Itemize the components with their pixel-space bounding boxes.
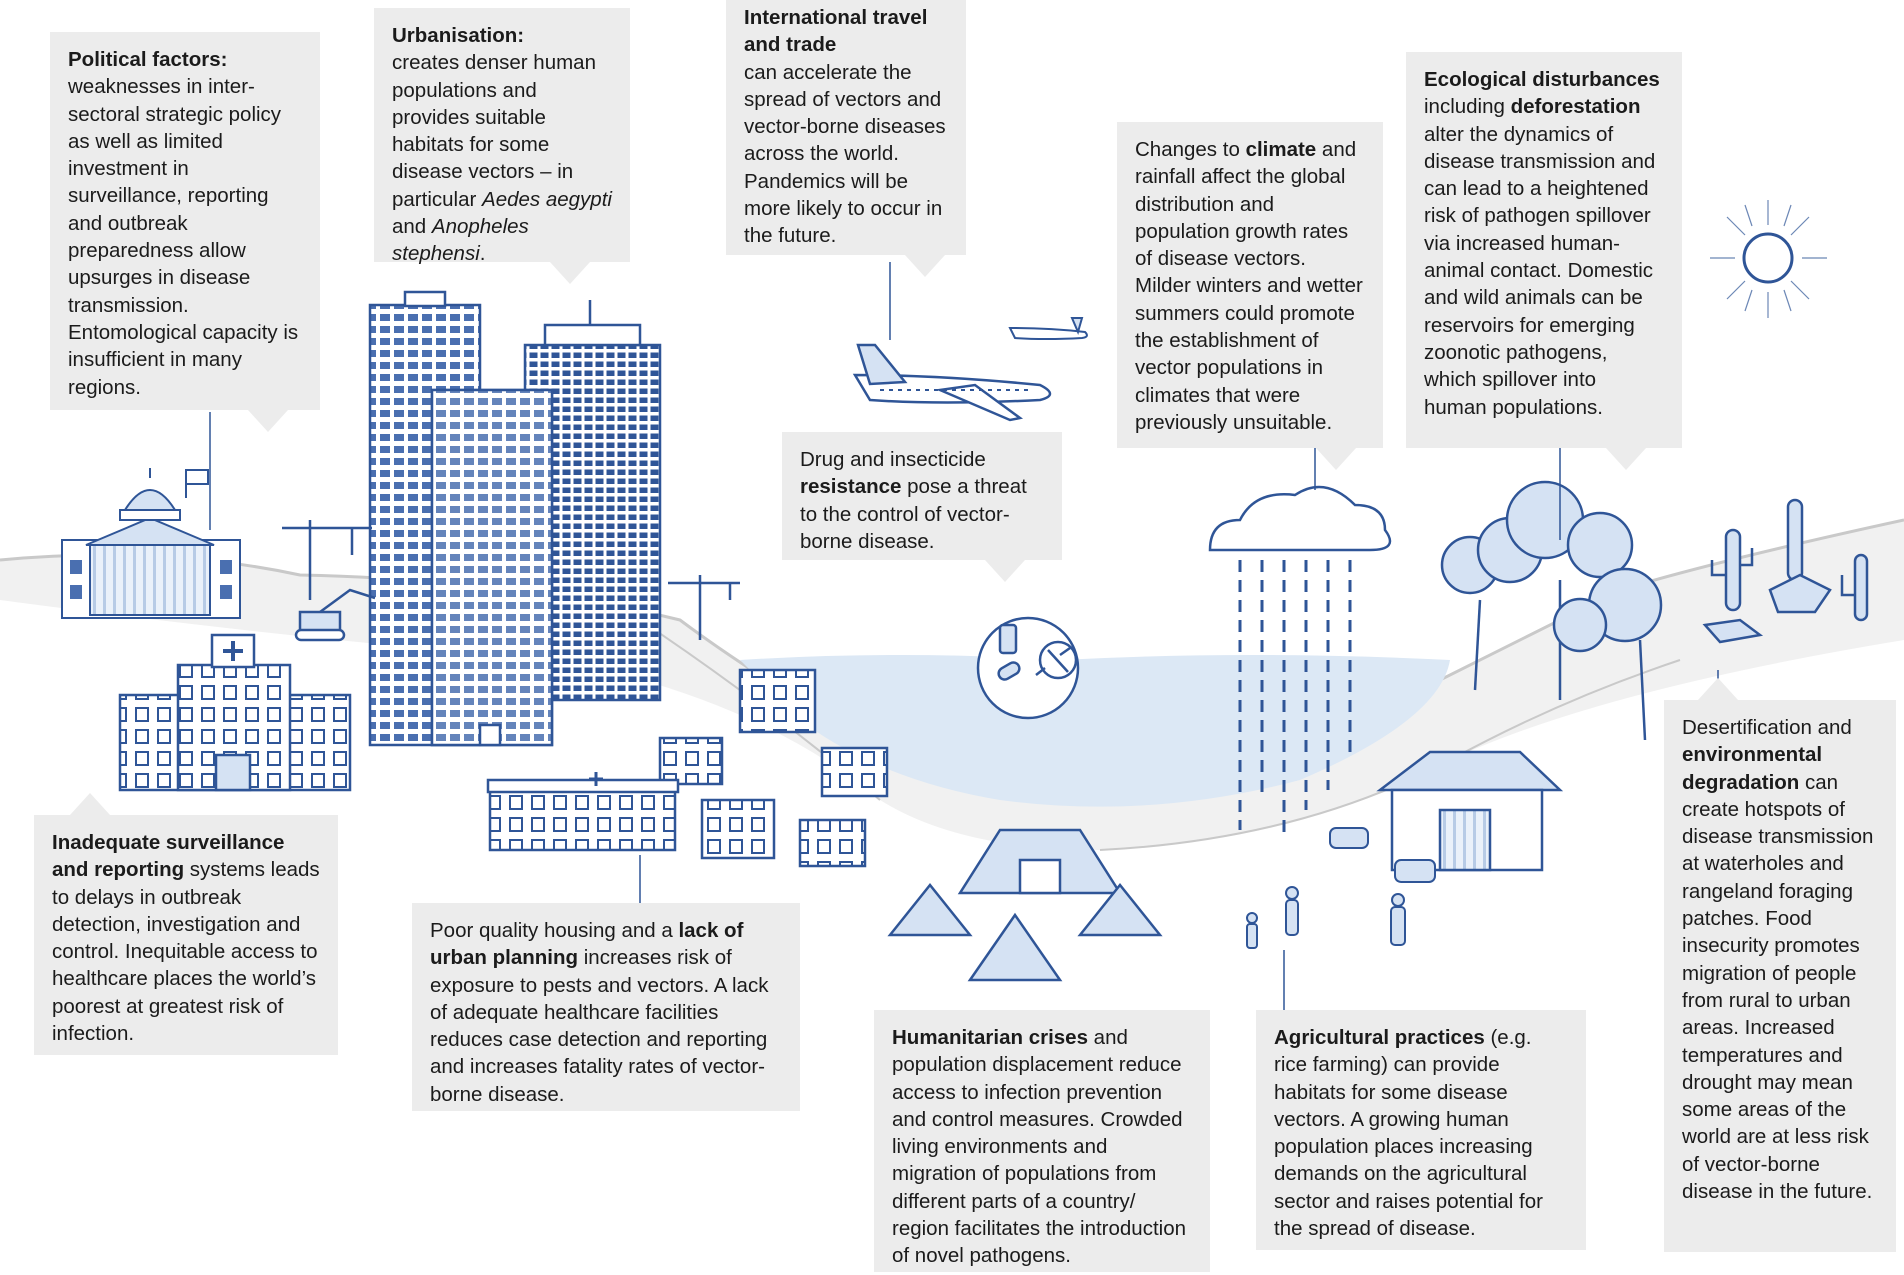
resistance-callout [782,432,1062,560]
international-travel-pointer [905,255,945,277]
international-travel-callout [726,0,966,255]
urbanisation-species-1: Aedes aegypti [482,187,612,211]
desertification-callout [1664,700,1896,1252]
resistance-text-2: pose a threat to the control of vector-borne disease. [800,475,1027,553]
desertification-text-2: can create hotspots of disease transmission at waterholes and rangeland foraging patches. Food insecurity promotes migration of people from rural to urban areas. Increased temperatures and drought may mean some areas of the world are at less risk of vector-borne disease in the future. [1682,770,1874,1204]
ecological-disturbances-title: Ecological disturbances [1424,68,1660,91]
international-travel-title: International travel and trade [744,6,928,57]
agricultural-practices-title: Agricultural practices [1274,1026,1485,1049]
climate-text-2: and rainfall affect the global distribution and population growth rates of disease vectors. Milder winters and wetter summers could promote the establishment of vector populations in climates that were previously unsuitable. [1135,138,1363,434]
surveillance-body: systems leads to delays in outbreak detection, investigation and control. Inequitable access to healthcare places the world’s poorest at greatest risk of infection. [52,858,320,1046]
political-factors-title: Political factors: [68,48,228,71]
apartment-tower-icon [370,292,660,745]
surveillance-callout [34,815,338,1055]
ecological-disturbances-callout [1406,52,1682,448]
urbanisation-title: Urbanisation: [392,24,525,47]
humanitarian-crises-title: Humanitarian crises [892,1026,1088,1049]
airplane-icon [855,345,1050,420]
climate-text-1: Changes to [1135,138,1246,161]
ecological-disturbances-text-1: including [1424,95,1511,119]
climate-callout [1117,122,1383,448]
urbanisation-pointer [550,262,590,284]
government-building-icon [62,468,240,618]
agricultural-practices-body: (e.g. rice farming) can provide habitats for some disease vectors. A growing human population places increasing demands on the agricultural sector and raises potential for the spread of disease. [1274,1026,1543,1241]
desertification-keyword: environmental degradation [1682,743,1823,794]
resistance-pointer [985,560,1025,582]
housing-keyword: lack of urban planning [430,919,744,970]
climate-keyword: climate [1245,138,1317,161]
ecological-disturbances-pointer [1606,448,1646,470]
urbanisation-text-1: creates denser human populations and provides suitable habitats for some disease vectors – in particular [392,51,596,211]
climate-pointer [1316,448,1356,470]
surveillance-pointer [70,793,110,815]
political-factors-pointer [248,410,288,432]
sun-icon [1710,200,1827,318]
surveillance-title: Inadequate surveillance and reporting [52,831,285,882]
resistance-keyword: resistance [800,475,902,499]
desertification-pointer [1698,678,1738,700]
agricultural-practices-callout [1256,1010,1586,1250]
ecological-disturbances-keyword: deforestation [1510,95,1641,119]
insecticide-resistance-icon [978,618,1078,718]
desertification-text-1: Desertification and [1682,716,1852,739]
barn-icon [1380,752,1560,870]
international-travel-body: can accelerate the spread of vectors and vector-borne diseases across the world. Pandemics will be more likely to occur in the future. [744,60,946,248]
urbanisation-species-2: Anopheles stephensi [392,215,529,266]
housing-callout [412,903,800,1111]
housing-text-1: Poor quality housing and a [430,919,679,942]
humanitarian-crises-body: and population displacement reduce access to infection prevention and control measures. Crowded living environments and migration of populations from different parts of a country/ region facilitates the introduction of novel pathogens. [892,1026,1187,1268]
urbanisation-text-2: and [392,215,432,239]
housing-text-2: increases risk of exposure to pests and vectors. A lack of adequate healthcare facilities reduces case detection and reporting and increases fatality rates of vector-borne disease. [430,946,769,1106]
urbanisation-text-3: . [479,242,486,266]
resistance-text-1: Drug and insecticide [800,448,986,471]
political-factors-body: weaknesses in inter-sectoral strategic policy as well as limited investment in surveillance, reporting and outbreak preparedness allow upsurges in disease transmission. Entomological capacity is insufficient in many regions. [68,75,299,399]
clinic-icon [488,772,678,850]
political-factors-callout [50,32,320,410]
airplane-icon [1010,318,1087,339]
humanitarian-crises-callout [874,1010,1210,1272]
ecological-disturbances-text-2: alter the dynamics of disease transmission and can lead to a heightened risk of pathogen spillover via increased human-animal contact. Domestic and wild animals can be reservoirs for emerging zoonotic pathogens, which spillover into human populations. [1424,122,1656,419]
urbanisation-callout [374,8,630,266]
